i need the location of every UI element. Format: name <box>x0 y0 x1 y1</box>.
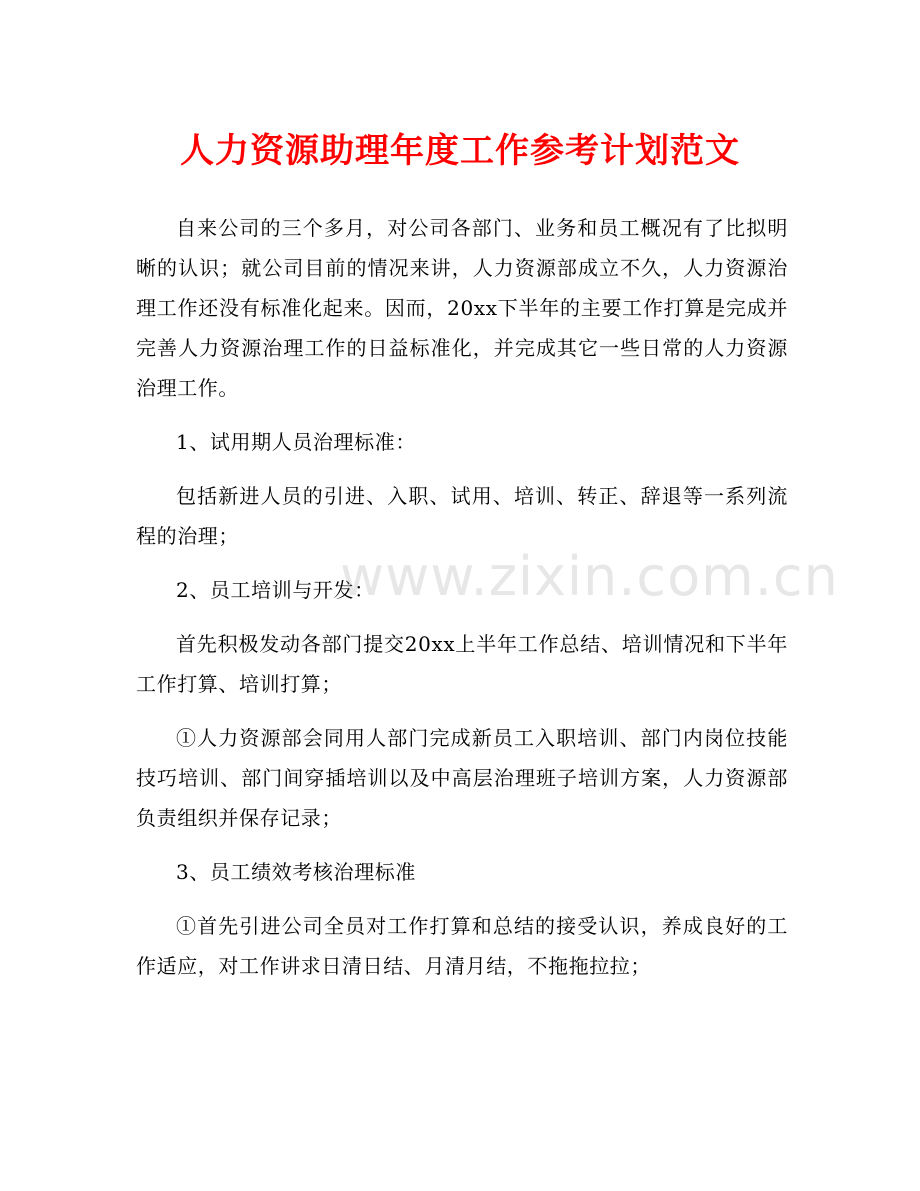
document-body <box>136 208 788 1000</box>
paragraph-probation: 包括新进人员的引进、入职、试用、培训、转正、辞退等一系列流程的治理； <box>136 484 788 548</box>
section-heading-probation: 1、试用期人员治理标准： <box>176 430 416 454</box>
paragraph-intro: 自来公司的三个多月，对公司各部门、业务和员工概况有了比拟明晰的认识；就公司目前的情况来讲，人力资源部成立不久，人力资源治理工作还没有标准化起来。因而，20xx下半年的主要工作打算是完成并完善人力资源治理工作的日益标准化，并完成其它一些日常的人力资源治理工作。 <box>136 216 788 400</box>
section-heading-performance: 3、员工绩效考核治理标准 <box>176 860 416 884</box>
document-title: 人力资源助理年度工作参考计划范文 <box>180 131 740 171</box>
paragraph-training-summary: 首先积极发动各部门提交20xx上半年工作总结、培训情况和下半年工作打算、培训打算； <box>136 632 788 696</box>
paragraph-performance: ①首先引进公司全员对工作打算和总结的接受认识，养成良好的工作适应，对工作讲求日清日结、月清月结，不拖拖拉拉； <box>136 914 788 978</box>
watermark: www.zixin.com.cn <box>340 545 839 608</box>
paragraph-training-plan: ①人力资源部会同用人部门完成新员工入职培训、部门内岗位技能技巧培训、部门间穿插培训以及中高层治理班子培训方案，人力资源部负责组织并保存记录； <box>136 726 788 830</box>
section-heading-training: 2、员工培训与开发： <box>176 578 375 602</box>
